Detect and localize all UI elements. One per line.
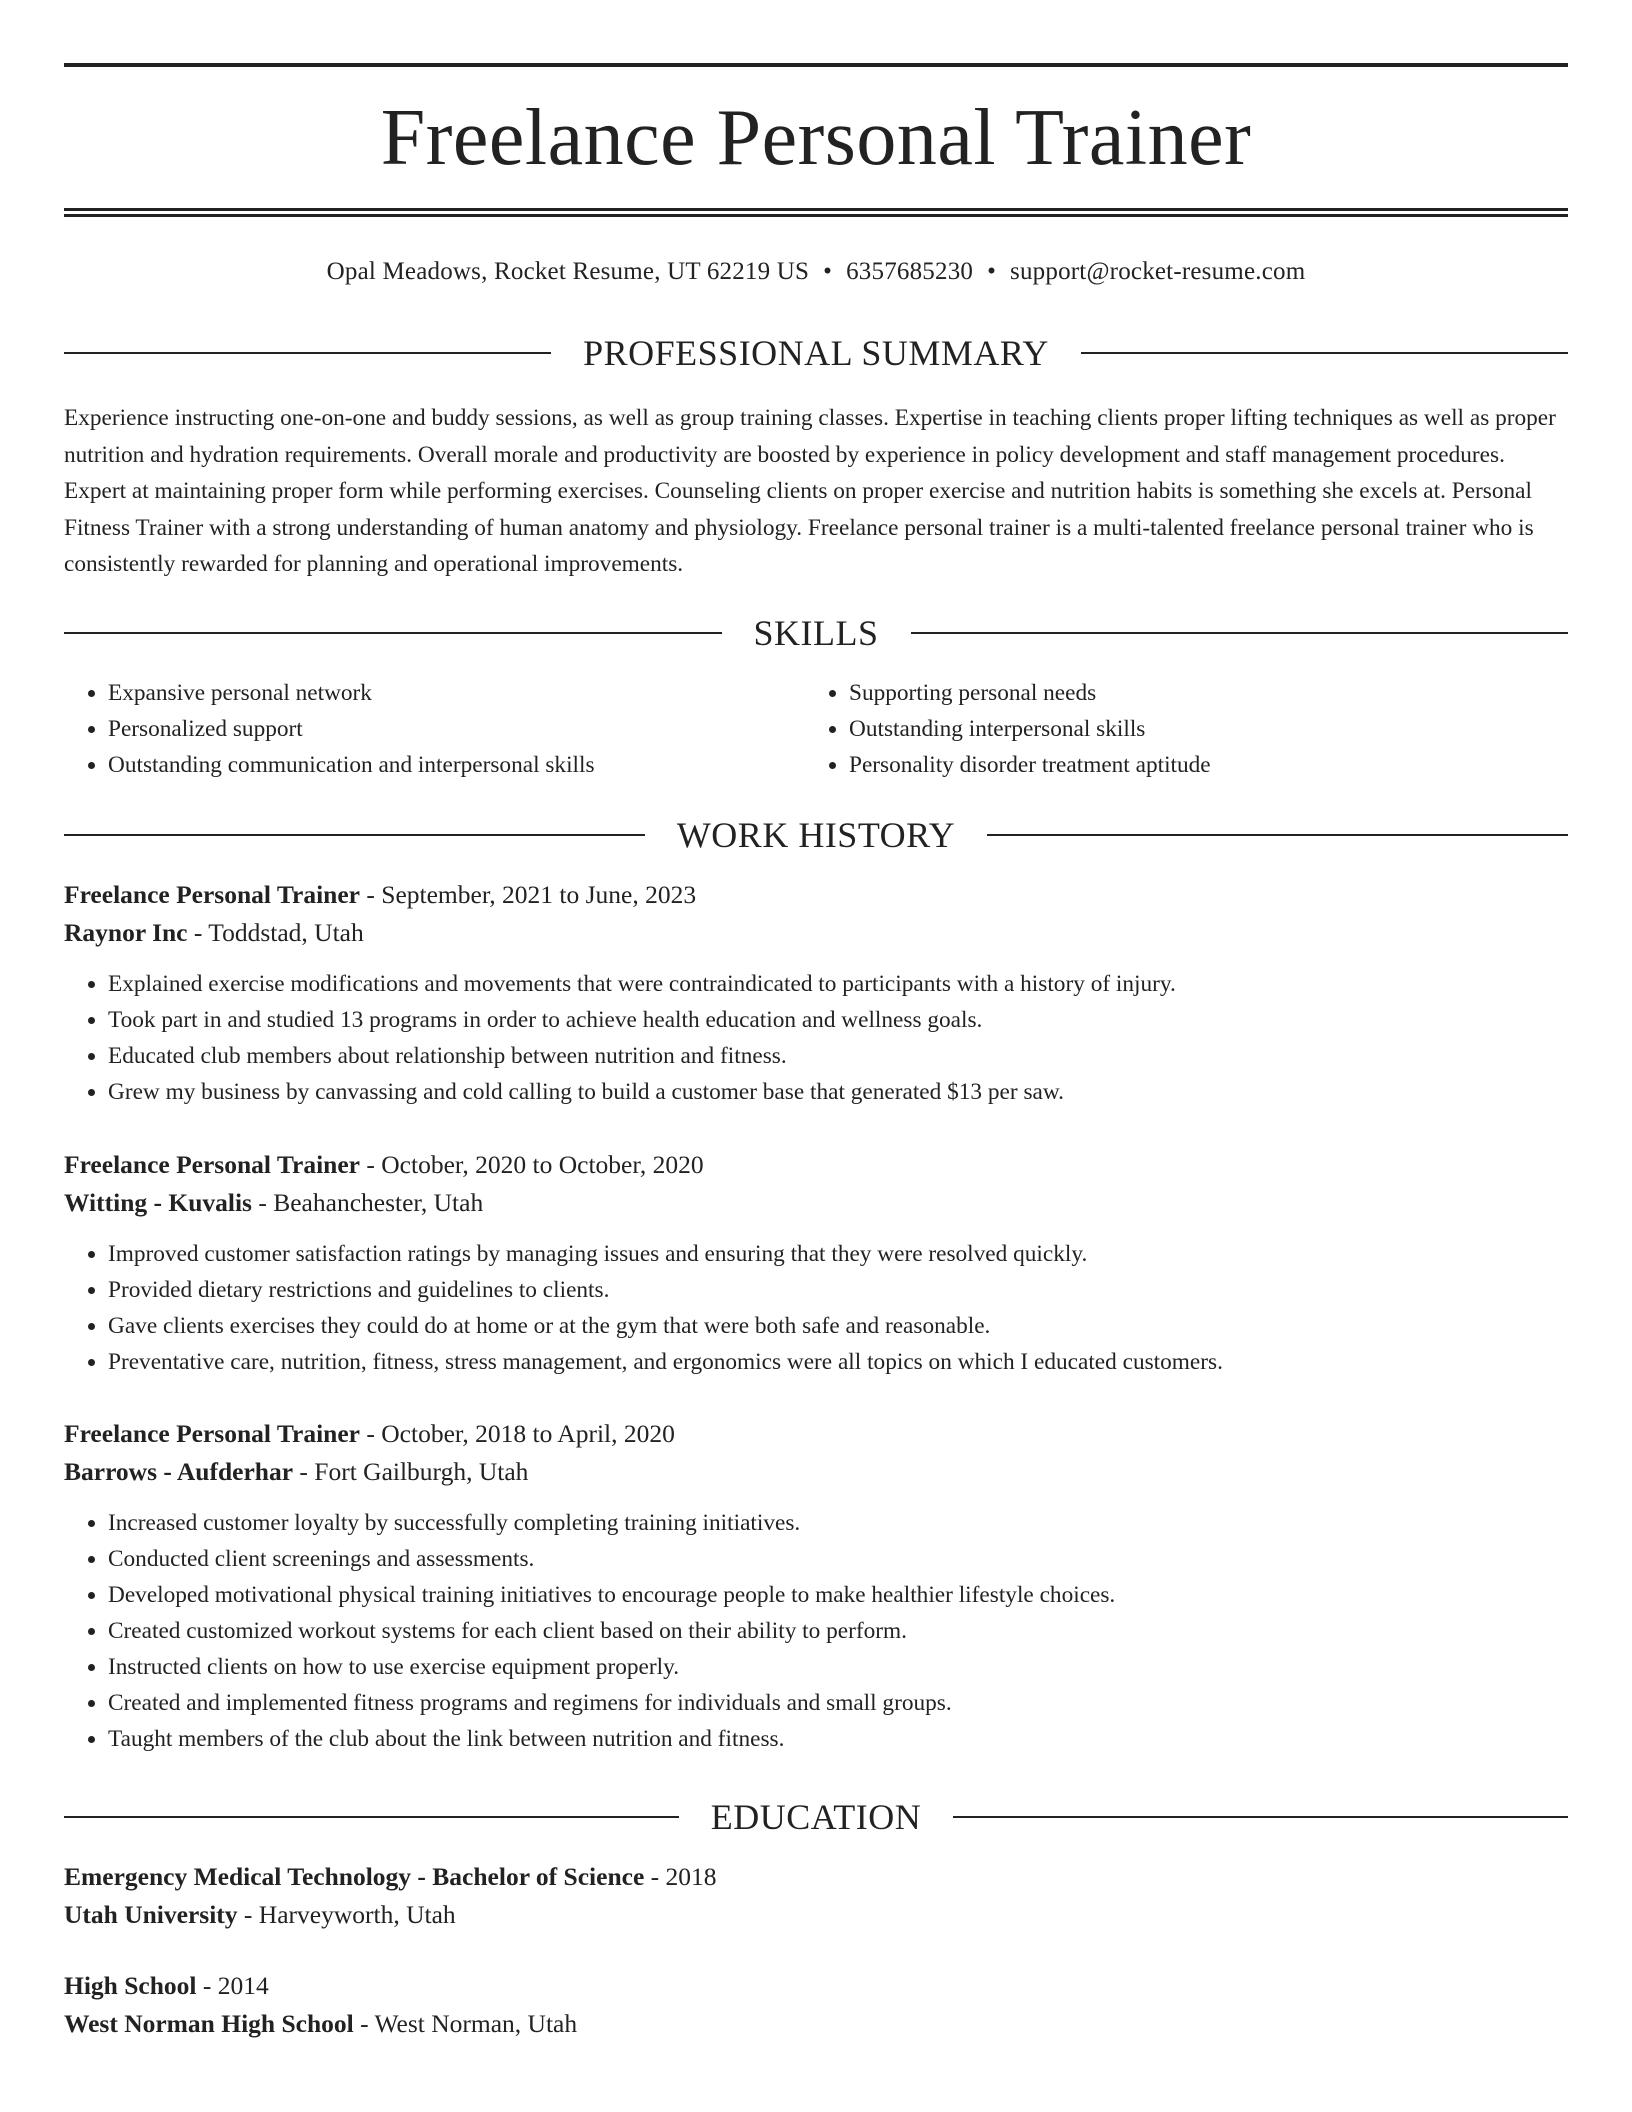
education-location: Harveyworth, Utah [258, 1900, 456, 1929]
education-school: Utah University [64, 1900, 238, 1929]
job-title: Freelance Personal Trainer [64, 1150, 361, 1179]
education-year: 2018 [665, 1862, 717, 1891]
job-bullet: • Educated club members about relationship between nutrition and fitness. [108, 1038, 1568, 1074]
education-school-line: Utah University - Harveyworth, Utah [64, 1900, 456, 1929]
job-company: Raynor Inc [64, 918, 188, 947]
job-company: Witting - Kuvalis [64, 1188, 252, 1217]
education-section-title: EDUCATION [710, 1797, 922, 1837]
job-bullet: • Created and implemented fitness programs and regimens for individuals and small groups. [108, 1685, 1568, 1721]
skill-item: • Personalized support [108, 711, 805, 747]
education-school: West Norman High School [64, 2009, 354, 2038]
job-entry [64, 1146, 1568, 1380]
section-rule-right [911, 632, 1569, 634]
job-location: Toddstad, Utah [208, 918, 364, 947]
job-dates: October, 2020 to October, 2020 [381, 1150, 704, 1179]
skills-column-right [805, 675, 1546, 783]
section-rule-right [1081, 352, 1568, 354]
job-title: Freelance Personal Trainer [64, 880, 361, 909]
job-bullets [64, 966, 1568, 1110]
contact-address: Opal Meadows, Rocket Resume, UT 62219 US [326, 258, 810, 285]
job-bullet: • Instructed clients on how to use exercise equipment properly. [108, 1649, 1568, 1685]
contact-email[interactable]: support@rocket-resume.com [1010, 258, 1306, 285]
job-bullet: • Created customized workout systems for each client based on their ability to perform. [108, 1613, 1568, 1649]
job-bullet: • Explained exercise modifications and movements that were contraindicated to participants with a history of injury. [108, 966, 1568, 1002]
work-section-title: WORK HISTORY [676, 815, 956, 855]
skill-item: • Personality disorder treatment aptitude [849, 747, 1546, 783]
job-bullet: • Grew my business by canvassing and cold calling to build a customer base that generated $13 per saw. [108, 1074, 1568, 1110]
job-title-line: Freelance Personal Trainer - October, 2018 to April, 2020 [64, 1419, 675, 1448]
job-dates: September, 2021 to June, 2023 [381, 880, 697, 909]
contact-line [64, 255, 1568, 289]
education-degree: High School [64, 1971, 197, 2000]
section-rule-left [64, 1816, 679, 1818]
job-bullet: • Improved customer satisfaction ratings by managing issues and ensuring that they were resolved quickly. [108, 1236, 1568, 1272]
job-bullets [64, 1505, 1568, 1757]
education-year: 2014 [217, 1971, 269, 2000]
job-bullet: • Conducted client screenings and assessments. [108, 1541, 1568, 1577]
skills-list [64, 675, 1568, 783]
section-rule-left [64, 632, 722, 634]
job-entry [64, 876, 1568, 1110]
education-entry [64, 1967, 1568, 2043]
job-bullet: • Gave clients exercises they could do at home or at the gym that were both safe and reasonable. [108, 1308, 1568, 1344]
summary-text: Experience instructing one-on-one and buddy sessions, as well as group training classes. Expertise in teaching clients proper lifting techniques as well as proper nutrition and hydration requirements. Overall morale and productivity are boosted by experience in policy development and staff management procedures. Expert at maintaining proper form while performing exercises. Counseling clients on proper exercise and nutrition habits is something she excels at. Personal Fitness Trainer with a strong understanding of human anatomy and physiology. Freelance personal trainer is a multi-talented freelance personal trainer who is consistently rewarded for planning and operational improvements. [64, 405, 1556, 577]
resume-title: Freelance Personal Trainer [380, 94, 1252, 182]
contact-separator: • [987, 258, 997, 285]
section-rule-left [64, 352, 551, 354]
skill-item: • Supporting personal needs [849, 675, 1546, 711]
education-degree-line: Emergency Medical Technology - Bachelor of Science - 2018 [64, 1862, 717, 1891]
education-degree: Emergency Medical Technology - Bachelor of Science [64, 1862, 645, 1891]
skills-section-title: SKILLS [753, 613, 879, 653]
skill-item: • Outstanding communication and interpersonal skills [108, 747, 805, 783]
job-title-line: Freelance Personal Trainer - October, 2020 to October, 2020 [64, 1150, 704, 1179]
education-entry [64, 1858, 1568, 1934]
job-bullet: • Developed motivational physical training initiatives to encourage people to make healthier lifestyle choices. [108, 1577, 1568, 1613]
section-rule-right [987, 834, 1568, 836]
education-school-line: West Norman High School - West Norman, Utah [64, 2009, 578, 2038]
job-bullet: • Took part in and studied 13 programs in order to achieve health education and wellness goals. [108, 1002, 1568, 1038]
education-degree-line: High School - 2014 [64, 1971, 269, 2000]
skills-column-left [64, 675, 805, 783]
job-bullets [64, 1236, 1568, 1380]
skill-item: • Expansive personal network [108, 675, 805, 711]
section-rule-right [953, 1816, 1568, 1818]
top-divider [64, 63, 1568, 67]
job-bullet: • Increased customer loyalty by successfully completing training initiatives. [108, 1505, 1568, 1541]
education-location: West Norman, Utah [374, 2009, 578, 2038]
job-bullet: • Provided dietary restrictions and guidelines to clients. [108, 1272, 1568, 1308]
job-entry [64, 1415, 1568, 1757]
skills-section-header [64, 613, 1568, 653]
job-bullet: • Preventative care, nutrition, fitness, stress management, and ergonomics were all topics on which I educated customers. [108, 1344, 1568, 1380]
summary-section-title: PROFESSIONAL SUMMARY [583, 333, 1049, 373]
job-title-line: Freelance Personal Trainer - September, 2021 to June, 2023 [64, 880, 697, 909]
job-bullet: • Taught members of the club about the link between nutrition and fitness. [108, 1721, 1568, 1757]
contact-phone: 6357685230 [846, 258, 974, 285]
job-company-line: Barrows - Aufderhar - Fort Gailburgh, Utah [64, 1457, 529, 1486]
job-company-line: Raynor Inc - Toddstad, Utah [64, 918, 364, 947]
contact-separator: • [823, 258, 833, 285]
section-rule-left [64, 834, 645, 836]
title-double-divider [64, 208, 1568, 217]
job-company-line: Witting - Kuvalis - Beahanchester, Utah [64, 1188, 484, 1217]
job-location: Fort Gailburgh, Utah [314, 1457, 529, 1486]
job-dates: October, 2018 to April, 2020 [381, 1419, 675, 1448]
work-section-header [64, 815, 1568, 855]
job-title: Freelance Personal Trainer [64, 1419, 361, 1448]
job-location: Beahanchester, Utah [273, 1188, 484, 1217]
summary-section-header [64, 333, 1568, 373]
education-section-header [64, 1797, 1568, 1837]
job-company: Barrows - Aufderhar [64, 1457, 294, 1486]
skill-item: • Outstanding interpersonal skills [849, 711, 1546, 747]
